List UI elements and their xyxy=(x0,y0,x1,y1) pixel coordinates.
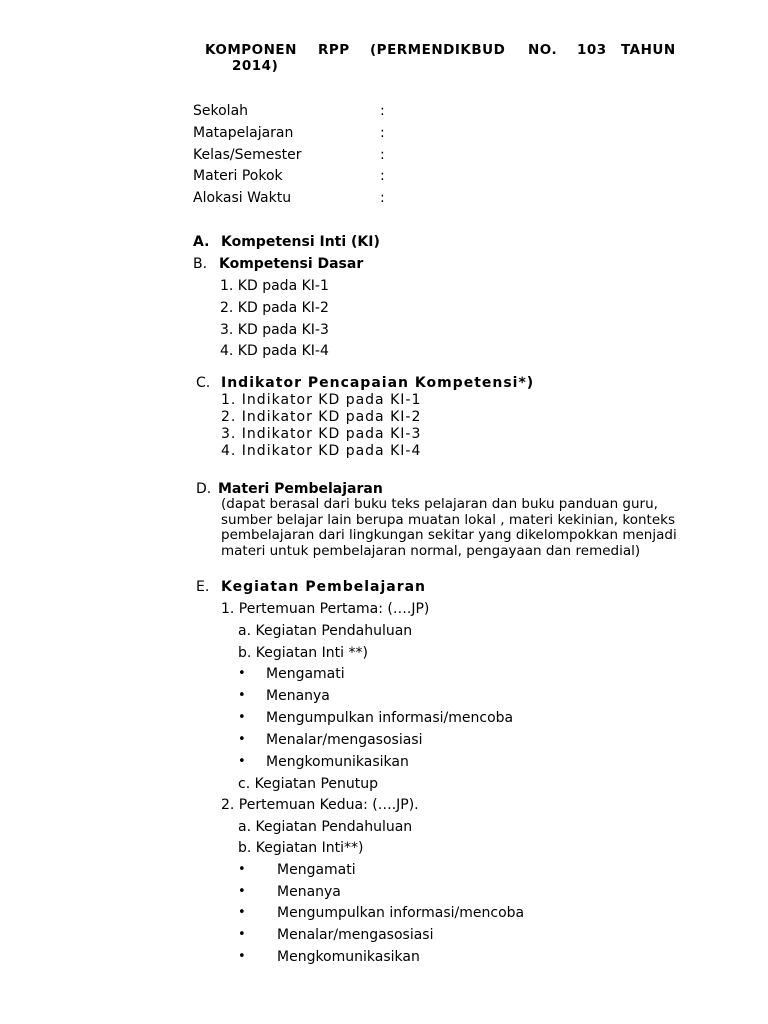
bullet-glyph: • xyxy=(238,666,246,681)
identity-label-materi-pokok: Materi Pokok xyxy=(193,168,283,184)
list-item-kd: 4. KD pada KI-4 xyxy=(220,343,329,359)
identity-label-sekolah: Sekolah xyxy=(193,103,249,119)
identity-colon: : xyxy=(380,190,385,206)
list-item-kd: 2. KD pada KI-2 xyxy=(220,300,329,316)
list-item-kd: 1. KD pada KI-1 xyxy=(220,278,329,294)
section-e-title: Kegiatan Pembelajaran xyxy=(221,579,427,595)
bullet-glyph: • xyxy=(238,732,246,747)
identity-label-alokasi-waktu: Alokasi Waktu xyxy=(193,190,292,206)
meeting-2-pendahuluan: a. Kegiatan Pendahuluan xyxy=(238,819,413,835)
meeting-2-inti: b. Kegiatan Inti**) xyxy=(238,840,364,856)
meeting-1-pendahuluan: a. Kegiatan Pendahuluan xyxy=(238,623,413,639)
bullet-glyph: • xyxy=(238,949,246,964)
meeting-1-activity: Menanya xyxy=(266,688,330,704)
bullet-glyph: • xyxy=(238,884,246,899)
title-word-5: 103 xyxy=(577,42,607,58)
identity-colon: : xyxy=(380,103,385,119)
meeting-2-activity: Mengumpulkan informasi/mencoba xyxy=(277,905,525,921)
list-item-kd: 3. KD pada KI-3 xyxy=(220,322,329,338)
identity-label-matapelajaran: Matapelajaran xyxy=(193,125,294,141)
title-line-2: 2014) xyxy=(232,58,279,74)
section-b-title: Kompetensi Dasar xyxy=(219,256,364,272)
meeting-1-activity: Mengamati xyxy=(266,666,345,682)
meeting-2-activity: Menanya xyxy=(277,884,341,900)
identity-colon: : xyxy=(380,168,385,184)
list-item-indikator: 1. Indikator KD pada KI-1 xyxy=(221,392,422,408)
section-d-title: Materi Pembelajaran xyxy=(218,481,383,497)
bullet-glyph: • xyxy=(238,905,246,920)
title-word-3: (PERMENDIKBUD xyxy=(370,42,506,58)
bullet-glyph: • xyxy=(238,754,246,769)
meeting-1-inti: b. Kegiatan Inti **) xyxy=(238,645,368,661)
identity-label-kelas-semester: Kelas/Semester xyxy=(193,147,302,163)
title-word-2: RPP xyxy=(318,42,350,58)
list-item-indikator: 3. Indikator KD pada KI-3 xyxy=(221,426,422,442)
meeting-2-heading: 2. Pertemuan Kedua: (….JP). xyxy=(221,797,419,813)
identity-colon: : xyxy=(380,125,385,141)
bullet-glyph: • xyxy=(238,688,246,703)
section-a-marker: A. xyxy=(193,234,210,250)
meeting-1-penutup: c. Kegiatan Penutup xyxy=(238,776,378,792)
meeting-2-activity: Mengamati xyxy=(277,862,356,878)
section-d-marker: D. xyxy=(196,481,212,497)
meeting-1-activity: Menalar/mengasosiasi xyxy=(266,732,423,748)
identity-colon: : xyxy=(380,147,385,163)
list-item-indikator: 4. Indikator KD pada KI-4 xyxy=(221,443,422,459)
section-d-description: (dapat berasal dari buku teks pelajaran dan buku panduan guru, sumber belajar lain berupa muatan lokal , materi kekinian, konteks pembelajaran dari lingkungan sekitar yang dikelompokkan menjadi materi untuk pembelajaran normal, pengayaan dan remedial) xyxy=(221,496,677,559)
title-word-6: TAHUN xyxy=(621,42,676,58)
section-a-title: Kompetensi Inti (KI) xyxy=(221,234,380,250)
title-word-1: KOMPONEN xyxy=(205,42,297,58)
title-word-4: NO. xyxy=(528,42,558,58)
section-c-title: Indikator Pencapaian Kompetensi*) xyxy=(221,375,535,391)
list-item-indikator: 2. Indikator KD pada KI-2 xyxy=(221,409,422,425)
meeting-2-activity: Mengkomunikasikan xyxy=(277,949,420,965)
bullet-glyph: • xyxy=(238,927,246,942)
meeting-1-activity: Mengkomunikasikan xyxy=(266,754,409,770)
section-c-marker: C. xyxy=(196,375,211,391)
meeting-1-heading: 1. Pertemuan Pertama: (….JP) xyxy=(221,601,430,617)
section-e-marker: E. xyxy=(196,579,210,595)
meeting-2-activity: Menalar/mengasosiasi xyxy=(277,927,434,943)
meeting-1-activity: Mengumpulkan informasi/mencoba xyxy=(266,710,514,726)
section-b-marker: B. xyxy=(193,256,208,272)
bullet-glyph: • xyxy=(238,862,246,877)
bullet-glyph: • xyxy=(238,710,246,725)
